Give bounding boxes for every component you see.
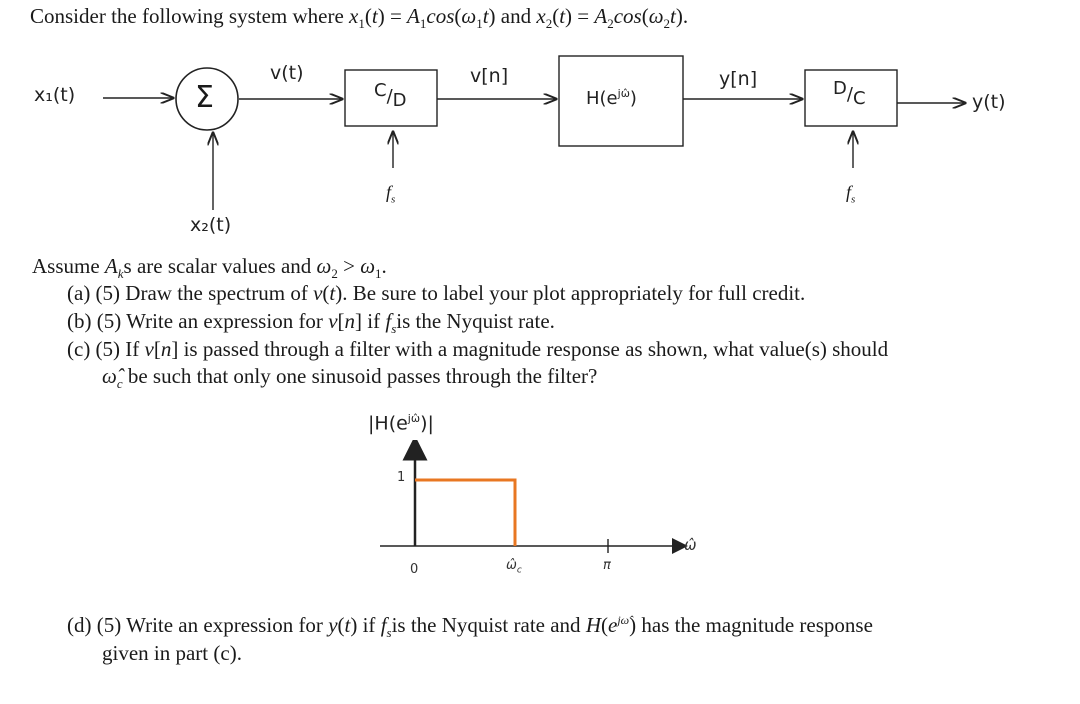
fs-cd-label: $f_s$ xyxy=(386,182,396,206)
plot-title: $|H(e^{j\omegâ})|$ xyxy=(368,412,434,435)
x-tick-pi: π xyxy=(603,558,611,573)
filter-response-line xyxy=(415,480,515,546)
intro-text: Consider the following system where $x_1(t) = A_1\cos(\omega_1t)$ and $x_2(t) = A_2\cos(\omega_2t)$. xyxy=(30,4,689,32)
filter-block-label: $H(e^{j\omegâ})$ xyxy=(586,87,637,109)
block-diagram xyxy=(0,0,1080,250)
question-d-line2: given in part (c). xyxy=(102,641,242,665)
x1-label: x₁(t) xyxy=(34,84,76,106)
v-n-label: v[n] xyxy=(470,65,509,87)
y-n-label: y[n] xyxy=(719,68,758,90)
assumption-text: Assume $A_ks$ are scalar values and $\omega_2 > \omega_1$. xyxy=(32,254,387,282)
filter-plot xyxy=(370,440,730,590)
summer-symbol: Σ xyxy=(195,80,214,115)
x2-label: x₂(t) xyxy=(190,214,232,236)
x-tick-zero: 0 xyxy=(410,562,419,577)
question-c-line2: $\omegâ_c$ be such that only one sinusoid passes through the filter? xyxy=(102,364,598,392)
fs-dc-label: $f_s$ xyxy=(846,182,856,206)
question-a: (a) (5) Draw the spectrum of v(t). Be sure to label your plot appropriately for full credit. xyxy=(67,281,806,305)
x-axis-label: ω̂ xyxy=(684,536,697,554)
y-t-label: y(t) xyxy=(972,91,1006,113)
dc-block-label: D/C xyxy=(833,78,866,109)
question-b: (b) (5) Write an expression for v[n] if $f_sis$ the Nyquist rate. xyxy=(67,309,555,337)
cd-block-label: C/D xyxy=(374,80,407,111)
x-tick-cutoff: $\omegâ_c$ xyxy=(506,558,522,576)
v-t-label: v(t) xyxy=(270,62,304,84)
question-c-line1: (c) (5) If v[n] is passed through a filter with a magnitude response as shown, what value(s) should xyxy=(67,337,889,361)
y-tick-one: 1 xyxy=(397,470,406,485)
question-d-line1: (d) (5) Write an expression for y(t) if $f_sis$ the Nyquist rate and $H(e^{j\omegâ})$ has the magnitude response xyxy=(67,613,873,641)
